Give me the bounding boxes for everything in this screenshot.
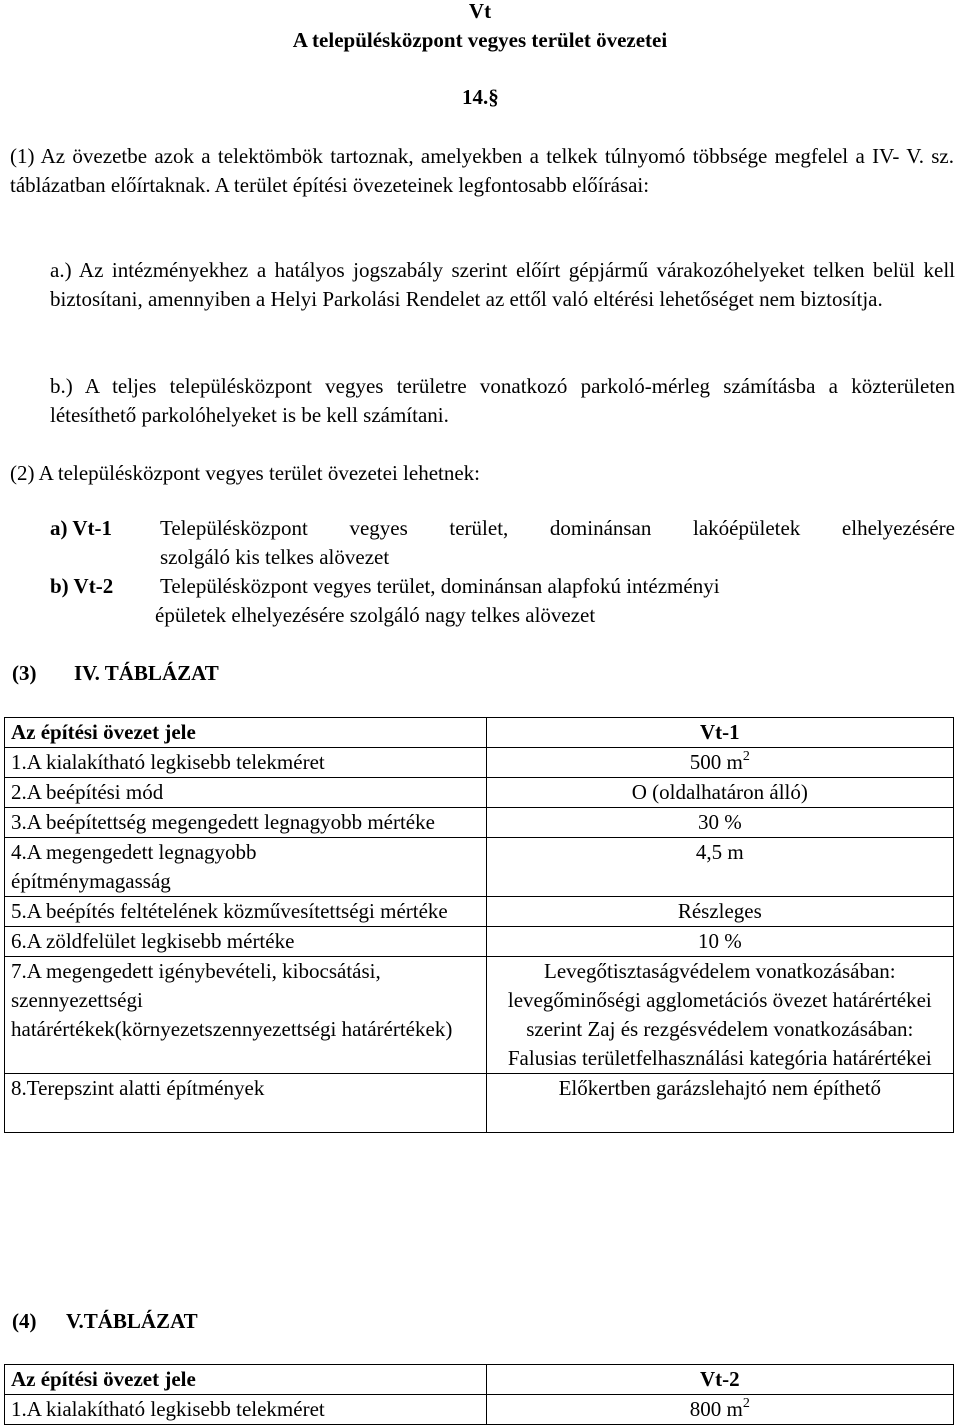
page-title: A településközpont vegyes terület övezetei <box>292 28 668 52</box>
table-header-label: Az építési övezet jele <box>5 718 487 748</box>
paragraph-1: (1) Az övezetbe azok a telektömbök tartoznak, amelyekben a telkek túlnyomó többsége megfelel a IV- V. sz. táblázatban előírtaknak. A terület építési övezeteinek legfontosabb előírásai: <box>10 144 954 197</box>
table-cell-label: 5.A beépítés feltételének közművesítettségi mértéke <box>5 897 487 927</box>
table-header-value: Vt-1 <box>486 718 953 748</box>
table-row <box>5 718 954 748</box>
table-cell-label: 2.A beépítési mód <box>5 778 487 808</box>
table-cell-value: 10 % <box>486 927 953 957</box>
table-row <box>5 957 954 1074</box>
zone-desc-vt1-line1: Településközpont vegyes terület, dominánsan lakóépületek elhelyezésére <box>160 516 955 540</box>
table-cell-value: 30 % <box>486 808 953 838</box>
section-number-value: 14. <box>462 85 489 109</box>
value-text: 500 m <box>689 750 743 774</box>
item-b: b.) A teljes településközpont vegyes területre vonatkozó parkoló-mérleg számításba a közterületen létesíthető parkolóhelyeket is be kell számítani. <box>50 374 955 427</box>
table-row <box>5 808 954 838</box>
table-cell-label: 8.Terepszint alatti építmények <box>5 1074 487 1133</box>
table-header-value: Vt-2 <box>486 1365 953 1395</box>
table-row <box>5 778 954 808</box>
table-cell-label: 4.A megengedett legnagyobb építménymagasság <box>5 838 487 897</box>
table-row <box>5 1074 954 1133</box>
table-header-label: Az építési övezet jele <box>5 1365 487 1395</box>
zone-desc-vt2-line2: épületek elhelyezésére szolgáló nagy telkes alövezet <box>155 603 596 627</box>
table-v-number: (4) <box>12 1309 37 1333</box>
table-iv <box>4 717 954 1133</box>
table-cell-value: Előkertben garázslehajtó nem építhető <box>486 1074 953 1133</box>
table-v <box>4 1364 954 1425</box>
table-cell-value <box>486 1395 953 1425</box>
item-a: a.) Az intézményekhez a hatályos jogszabály szerint előírt gépjármű várakozóhelyeket telken belül kell biztosítani, amennyiben a Helyi Parkolási Rendelet az ettől való eltérési lehetőséget nem biztosítja. <box>50 258 955 311</box>
table-cell-label: 6.A zöldfelület legkisebb mértéke <box>5 927 487 957</box>
table-iv-title: IV. TÁBLÁZAT <box>74 661 219 685</box>
zone-desc-vt2-line1: Településközpont vegyes terület, dominánsan alapfokú intézményi <box>160 574 720 598</box>
table-cell-value: O (oldalhatáron álló) <box>486 778 953 808</box>
value-superscript: 2 <box>742 1396 750 1411</box>
value-text: 800 m <box>689 1397 743 1421</box>
table-row <box>5 748 954 778</box>
table-row <box>5 1395 954 1425</box>
zone-desc-vt1-line2: szolgáló kis telkes alövezet <box>160 545 390 569</box>
table-cell-value: Részleges <box>486 897 953 927</box>
section-number <box>462 83 499 112</box>
table-v-title: V.TÁBLÁZAT <box>66 1309 198 1333</box>
section-sign: § <box>488 85 499 109</box>
value-superscript: 2 <box>742 749 750 764</box>
table-row <box>5 927 954 957</box>
table-cell-label: 1.A kialakítható legkisebb telekméret <box>5 1395 487 1425</box>
zone-label-vt1: a) Vt-1 <box>50 516 113 540</box>
table-cell-value: 4,5 m <box>486 838 953 897</box>
table-row <box>5 897 954 927</box>
table-cell-value: Levegőtisztaságvédelem vonatkozásában: levegőminőségi agglometációs övezet határértékei szerint Zaj és rezgésvédelem vonatkozásában: Falusias területfelhasználási kategória határértékei <box>486 957 953 1074</box>
zone-code: Vt <box>468 0 492 23</box>
table-cell-label: 1.A kialakítható legkisebb telekméret <box>5 748 487 778</box>
table-cell-label: 3.A beépítettség megengedett legnagyobb mértéke <box>5 808 487 838</box>
table-row <box>5 838 954 897</box>
table-cell-value <box>486 748 953 778</box>
zone-label-vt2: b) Vt-2 <box>50 574 114 598</box>
table-cell-label: 7.A megengedett igénybevételi, kibocsátási, szennyezettségi határértékek(környezetszennyezettségi határértékek) <box>5 957 487 1074</box>
table-row <box>5 1365 954 1395</box>
table-iv-number: (3) <box>12 661 37 685</box>
paragraph-2: (2) A településközpont vegyes terület övezetei lehetnek: <box>10 461 480 485</box>
